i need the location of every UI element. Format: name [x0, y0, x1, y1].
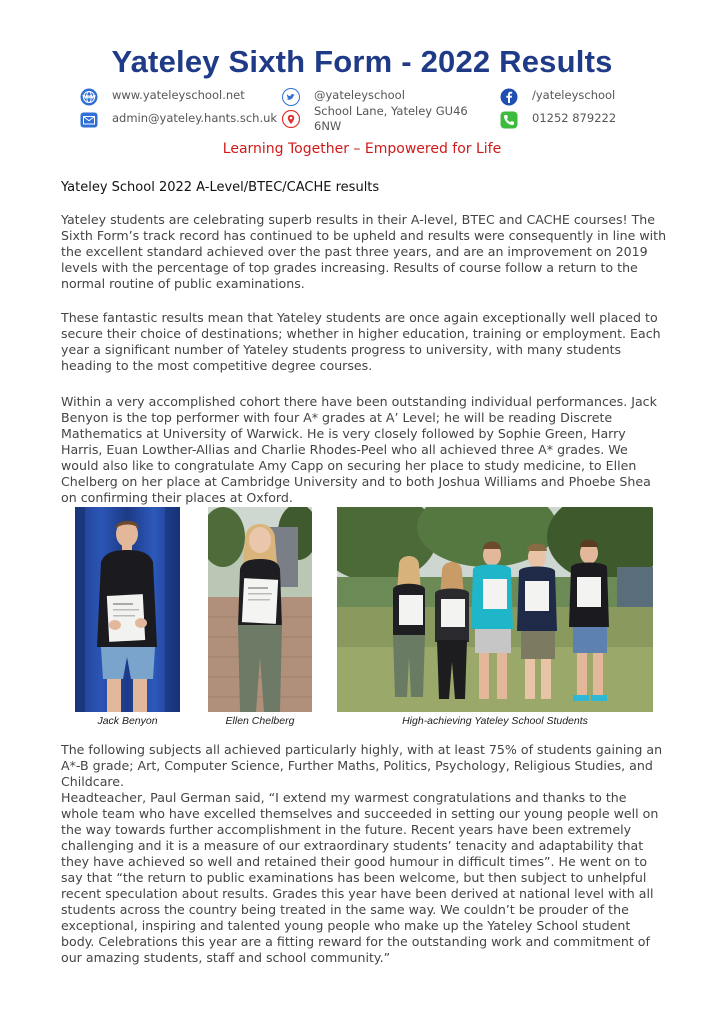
phone-icon: [500, 111, 518, 129]
paragraph-headteacher-quote: Headteacher, Paul German said, “I extend my warmest congratulations and thanks to the whole team who have excelled themselves and succeeded in setting our young people well on the way towards further accomplishment in the future. Recent years have been extremely challenging and it is a measure of our extraordinary students’ tenacity and adaptability that they have achieved so well and retained their good humour in difficult times”. He went on to say that “the return to public examinations has been welcome, but then subject to unhelpful recent speculation about results. Grades this year have been derived at national level with all students across the country being treated in the same way. We couldn’t be prouder of the exceptional, inspiring and talented young people who make up the Yateley School student body. Celebrations this year are a fitting reward for the outstanding work and commitment of our amazing students, staff and school community.”: [61, 790, 659, 965]
photo-group-students: [337, 507, 653, 712]
phone-contact[interactable]: [500, 111, 616, 129]
caption-ellen-chelberg: Ellen Chelberg: [225, 715, 295, 727]
phone-number[interactable]: 01252 879222: [532, 111, 617, 125]
website-link[interactable]: www.yateleyschool.net: [112, 88, 245, 102]
tagline: Learning Together – Empowered for Life: [222, 141, 502, 157]
address-contact: [282, 104, 472, 134]
paragraph-intro: Yateley students are celebrating superb results in their A-level, BTEC and CACHE courses! The Sixth Form’s track record has continued to be upheld and results were consequently in line with the excellent standard achieved over the past three years, and are an improvement on 2019 levels with the percentage of top grades increasing. Results of course follow a return to the normal routine of public examinations.: [61, 212, 667, 291]
facebook-icon: [500, 88, 518, 106]
photo-jack-benyon: [75, 507, 180, 712]
article-heading: Yateley School 2022 A-Level/BTEC/CACHE results: [61, 180, 380, 195]
website-contact[interactable]: [80, 88, 245, 106]
envelope-icon: [80, 111, 98, 129]
facebook-contact[interactable]: [500, 88, 615, 106]
paragraph-destinations: These fantastic results mean that Yateley students are once again exceptionally well placed to secure their choice of destinations; whether in higher education, training or employment. Each year a significant number of Yateley students progress to university, with many students heading to the most competitive degree courses.: [61, 310, 661, 373]
paragraph-individual-performances: Within a very accomplished cohort there have been outstanding individual performances. Jack Benyon is the top performer with four A* grades at A’ Level; he will be reading Discrete Mathematics at University of Warwick. He is very closely followed by Sophie Green, Harry Harris, Euan Lowther-Allias and Charlie Rhodes-Peel who all achieved three A* grades. We would also like to congratulate Amy Capp on securing her place to study medicine, to Ellen Chelberg on her place at Cambridge University and to both Joshua Williams and Phoebe Shea on confirming their places at Oxford.: [61, 394, 657, 505]
photo-ellen-chelberg: [208, 507, 312, 712]
email-contact[interactable]: [80, 111, 277, 129]
caption-group-students: High-achieving Yateley School Students: [402, 715, 588, 727]
globe-icon: [80, 88, 98, 106]
svg-text:WWW: WWW: [82, 94, 96, 100]
paragraph-subjects: The following subjects all achieved particularly highly, with at least 75% of students gaining an A*-B grade; Art, Computer Science, Further Maths, Politics, Psychology, Religious Studies, and Childcare.: [61, 742, 663, 789]
location-pin-icon: [282, 110, 300, 128]
twitter-handle[interactable]: @yateleyschool: [314, 88, 405, 102]
facebook-link[interactable]: /yateleyschool: [532, 88, 616, 102]
caption-jack-benyon: Jack Benyon: [97, 715, 158, 727]
email-link[interactable]: admin@yateley.hants.sch.uk: [112, 111, 278, 125]
page-title: Yateley Sixth Form - 2022 Results: [111, 44, 613, 79]
address-text: School Lane, Yateley GU46 6NW: [314, 104, 468, 133]
